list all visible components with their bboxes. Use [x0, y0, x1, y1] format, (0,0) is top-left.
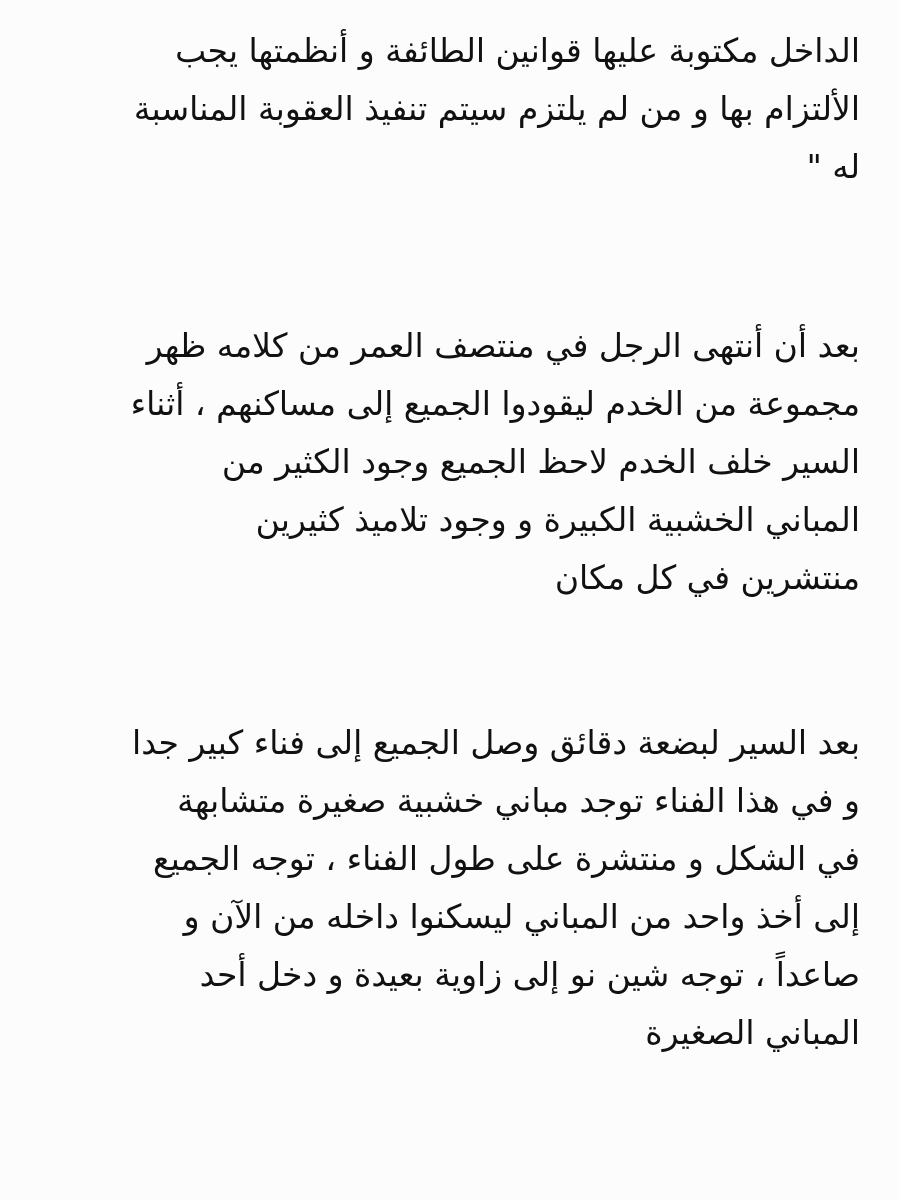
text-line: في الشكل و منتشرة على طول الفناء ، توجه الجميع [153, 839, 860, 878]
text-line: الألتزام بها و من لم يلتزم سيتم تنفيذ العقوبة المناسبة [133, 89, 860, 128]
text-line: صاعداً ، توجه شين نو إلى زاوية بعيدة و دخل أحد [199, 955, 860, 994]
paragraph-3 [40, 714, 860, 1062]
text-line: بعد أن أنتهى الرجل في منتصف العمر من كلامه ظهر [146, 326, 860, 365]
text-line: المباني الصغيرة [645, 1013, 860, 1052]
text-line: المباني الخشبية الكبيرة و وجود تلاميذ كثيرين [255, 500, 860, 539]
text-line: بعد السير لبضعة دقائق وصل الجميع إلى فناء كبير جدا [132, 723, 860, 762]
paragraph-2 [40, 317, 860, 607]
text-line: له " [806, 147, 860, 186]
text-line: منتشرين في كل مكان [554, 558, 860, 597]
text-line: مجموعة من الخدم ليقودوا الجميع إلى مساكنهم ، أثناء [130, 384, 860, 423]
paragraph-1 [40, 22, 860, 196]
text-line: و في هذا الفناء توجد مباني خشبية صغيرة متشابهة [177, 781, 860, 820]
text-line: السير خلف الخدم لاحظ الجميع وجود الكثير من [221, 442, 860, 481]
text-line: الداخل مكتوبة عليها قوانين الطائفة و أنظمتها يجب [175, 31, 860, 70]
text-line: إلى أخذ واحد من المباني ليسكنوا داخله من الآن و [183, 897, 860, 936]
